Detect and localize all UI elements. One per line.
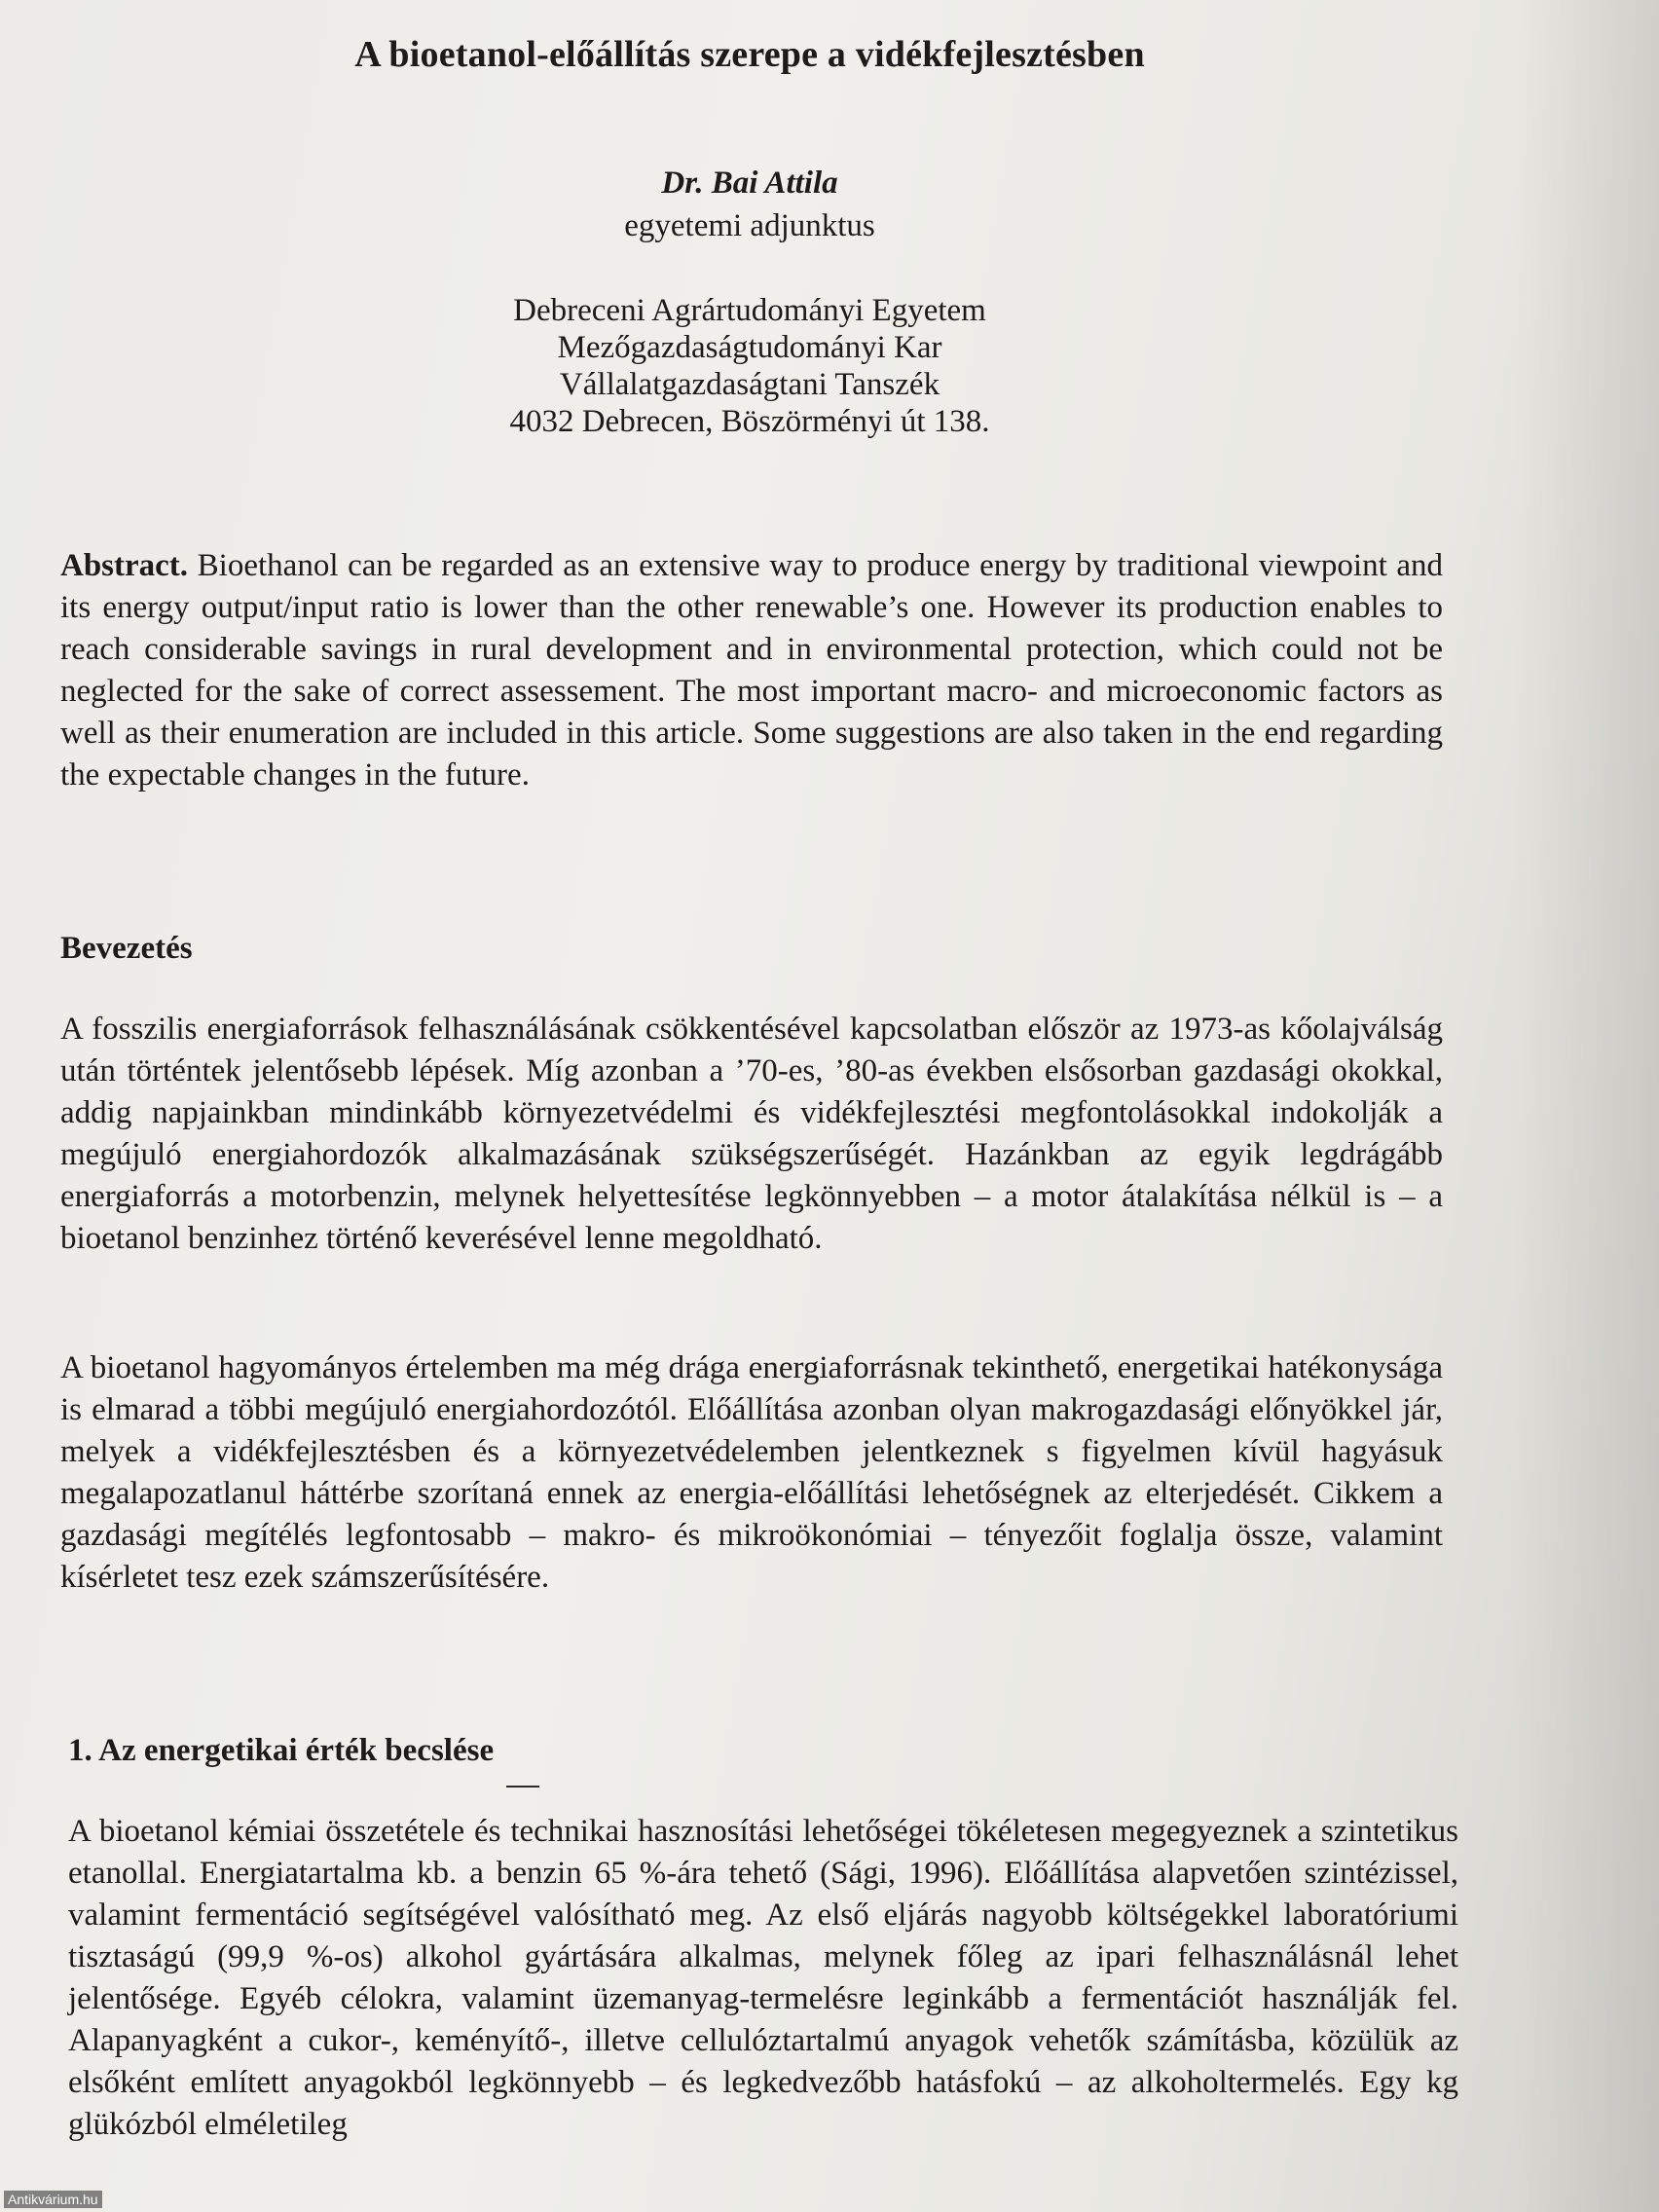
abstract-paragraph (60, 545, 1443, 796)
section-paragraph: A bioetanol kémiai összetétele és technikai hasznosítási lehetőségei tökéletesen megegyeznek a szintetikus etanollal. Energiatartalma kb. a benzin 65 %-ára tehető (Sági, 1996). Előállítása alapvetően szintézissel, valamint fermentáció segítségével valósítható meg. Az első eljárás nagyobb költségekkel laboratóriumi tisztaságú (99,9 %-os) alkohol gyártására alkalmas, melynek főleg az ipari felhasználásnál lehet jelentősége. Egyéb célokra, valamint üzemanyag-termelésre leginkább a fermentációt használják fel. Alapanyagként a cukor-, keményítő-, illetve cellulóztartalmú anyagok vehetők számításba, közülük az elsőként említett anyagokból legkönnyebb – és legkedvezőbb hatásfokú – az alkoholtermelés. Egy kg glükózból elméletileg (68, 1814, 1458, 2142)
affiliation-block (0, 292, 1499, 440)
section-divider (506, 1786, 539, 1788)
affiliation-line: 4032 Debrecen, Böszörményi út 138. (509, 404, 990, 439)
affiliation-line: Debreceni Agrártudományi Egyetem (513, 293, 986, 328)
author-position: egyetemi adjunktus (624, 208, 875, 243)
page-edge-shadow (1513, 0, 1659, 2212)
intro-paragraph: A fosszilis energiaforrások felhasználásának csökkentésével kapcsolatban először az 1973-as kőolajválság után történtek jelentősebb lépések. Míg azonban a ’70-es, ’80-as években elsősorban gazdasági okokkal, addig napjainkban mindinkább környezetvédelmi és vidékfejlesztési megfontolásokkal indokolják a megújuló energiahordozók alkalmazásának szükségszerűségét. Hazánkban az egyik legdrágább energiaforrás a motorbenzin, melynek helyettesítése legkönnyebben – a motor átalakítása nélkül is – a bioetanol benzinhez történő keverésével lenne megoldható. (60, 1012, 1443, 1256)
affiliation-line: Vállalatgazdaságtani Tanszék (559, 367, 940, 402)
abstract-label: Abstract. (60, 548, 189, 583)
article-title: A bioetanol-előállítás szerepe a vidékfejlesztésben (354, 34, 1145, 75)
intro-heading: Bevezetés (60, 931, 193, 966)
abstract-text: Bioethanol can be regarded as an extensive way to produce energy by traditional viewpoint and its energy output/input ratio is lower than the other renewable’s one. However its production enables to reach considerable savings in rural development and in environmental protection, which could not be neglected for the sake of correct assessement. The most important macro- and microeconomic factors as well as their enumeration are included in this article. Some suggestions are also taken in the end regarding the expectable changes in the future. (60, 548, 1443, 793)
affiliation-line: Mezőgazdaságtudományi Kar (557, 330, 942, 365)
watermark: Antikvárium.hu (4, 2191, 102, 2208)
author-name: Dr. Bai Attila (661, 166, 838, 201)
intro-paragraph: A bioetanol hagyományos értelemben ma még drága energiaforrásnak tekinthető, energetikai hatékonysága is elmarad a többi megújuló energiahordozótól. Előállítása azonban olyan makrogazdasági előnyökkel jár, melyek a vidékfejlesztésben és a környezetvédelemben jelentkeznek s figyelmen kívül hagyásuk megalapozatlanul háttérbe szorítaná ennek az energia-előállítási lehetőségnek az elterjedését. Cikkem a gazdasági megítélés legfontosabb – makro- és mikroökonómiai – tényezőit foglalja össze, valamint kísérletet tesz ezek számszerűsítésére. (60, 1350, 1443, 1595)
section-heading: 1. Az energetikai érték becslése (68, 1733, 495, 1768)
